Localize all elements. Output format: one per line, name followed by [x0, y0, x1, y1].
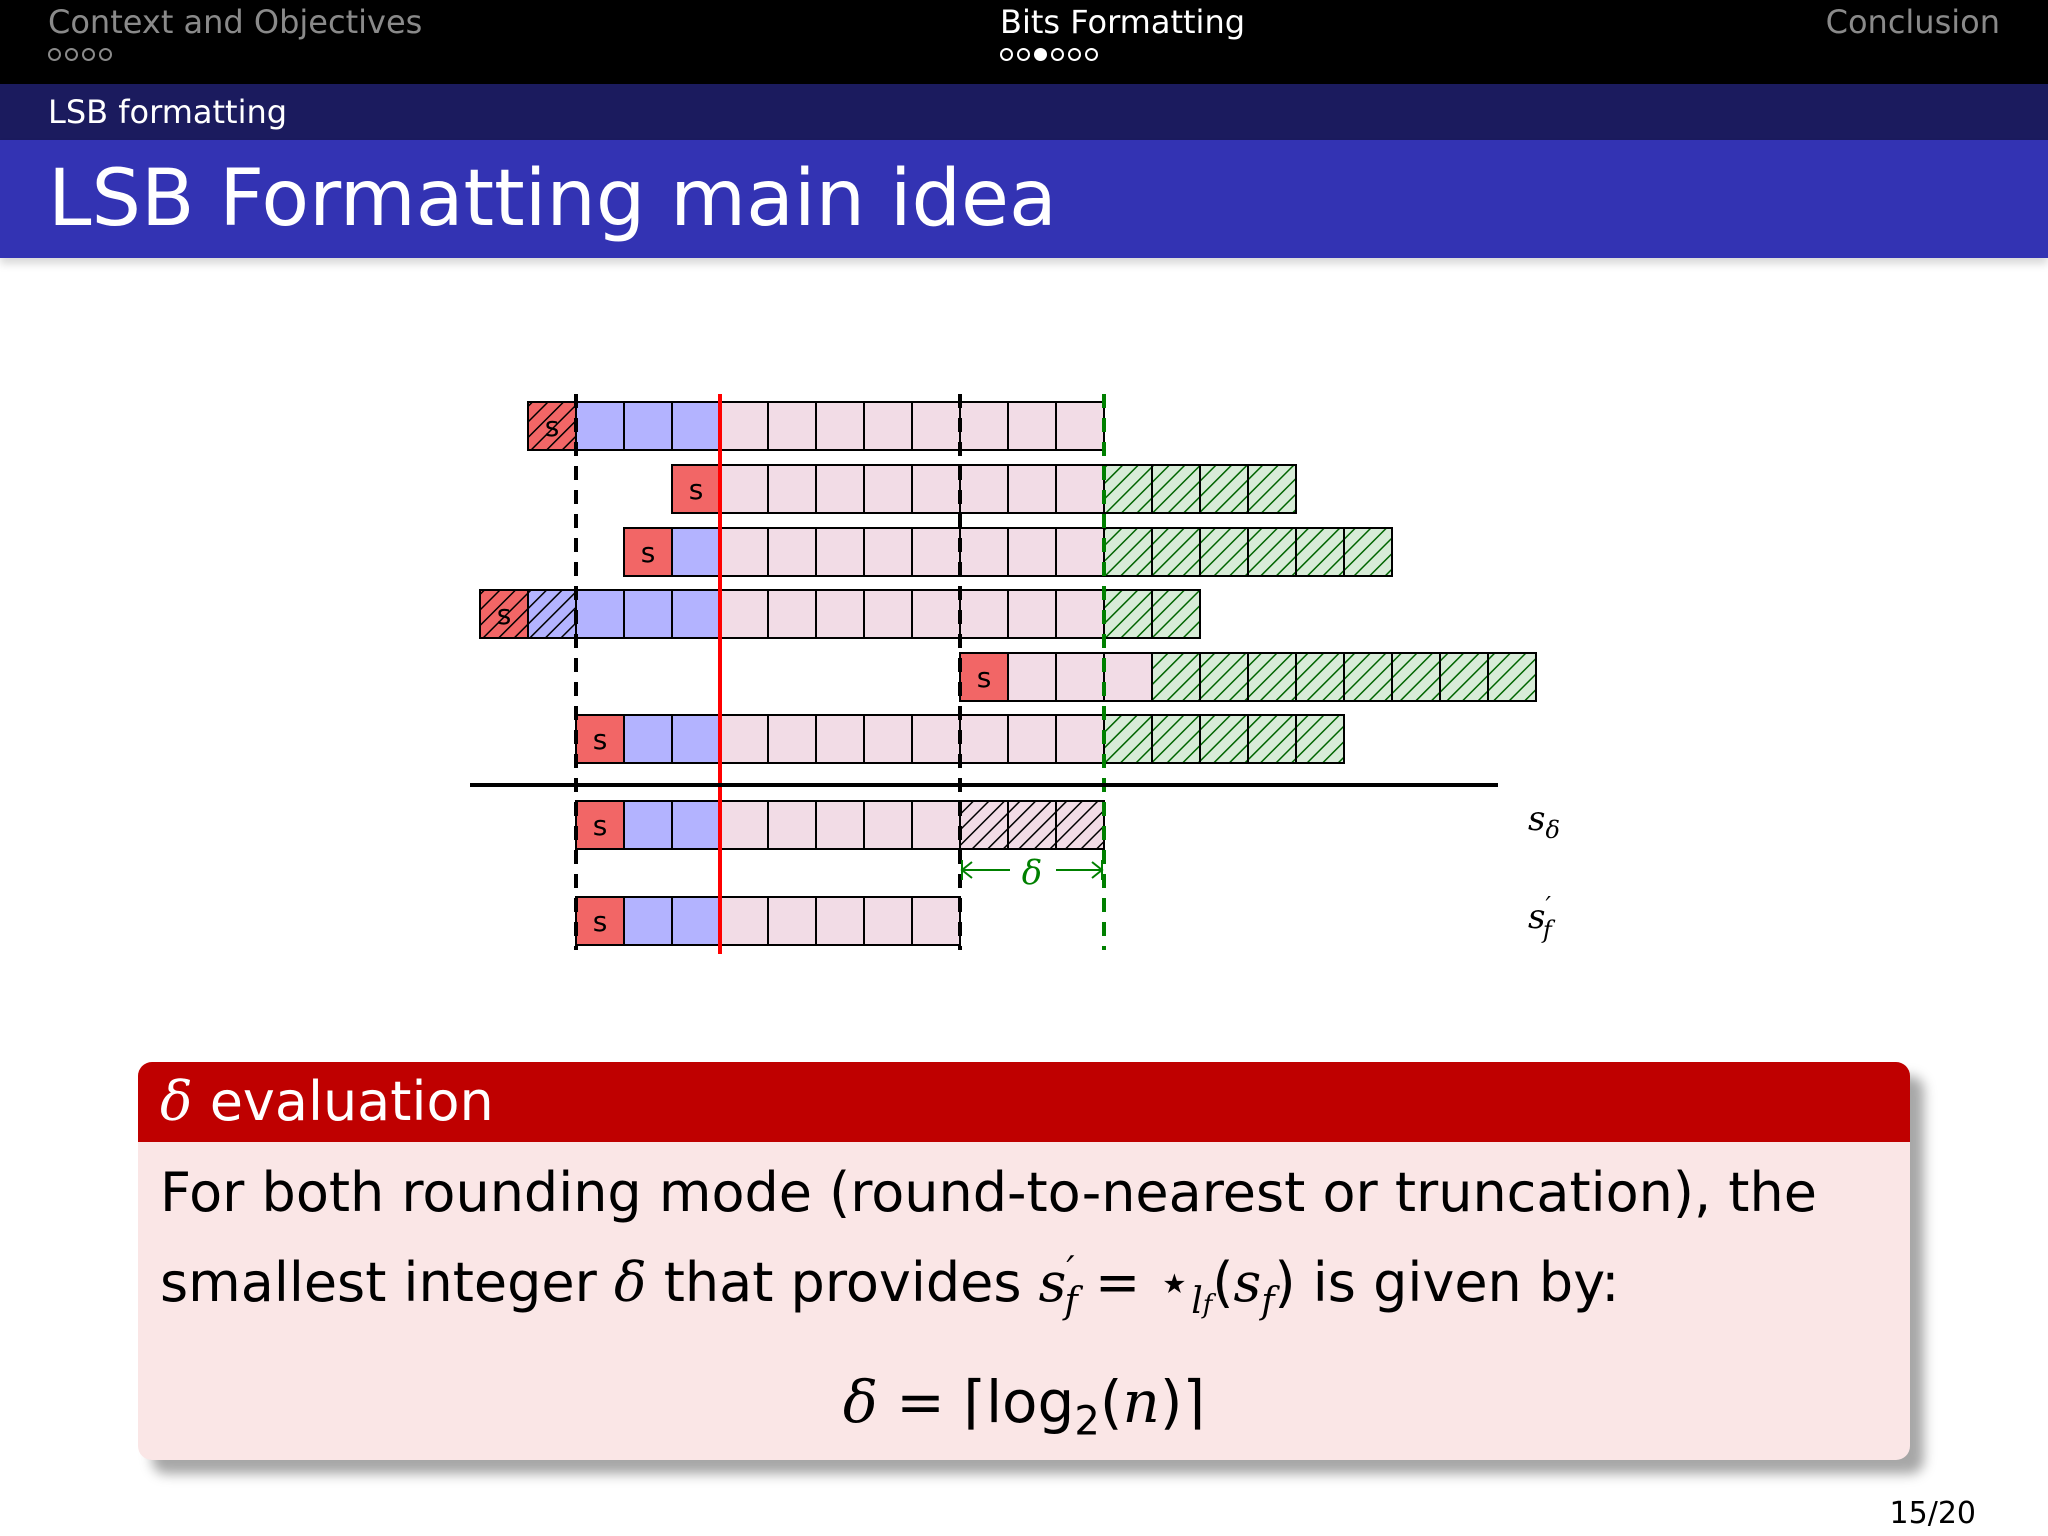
bit-cell — [1104, 590, 1152, 638]
bit-cell — [1008, 653, 1056, 701]
bit-cell — [576, 402, 624, 450]
block-title-bar — [138, 1062, 1910, 1142]
block-body-text — [160, 1154, 1860, 1344]
bit-cell — [1200, 465, 1248, 513]
body-line-1: For both rounding mode (round-to-nearest or truncation), the — [160, 1161, 1817, 1224]
bit-cell — [1152, 715, 1200, 763]
formula-prime: ′ — [1066, 1250, 1075, 1291]
bit-cell — [624, 590, 672, 638]
s-f-prime-label: s′ f — [1528, 892, 1552, 944]
page-title: LSB Formatting main idea — [48, 154, 1057, 244]
nav-label-conclusion[interactable]: Conclusion — [1825, 3, 2000, 41]
bit-cell — [720, 590, 768, 638]
bit-cell — [1008, 465, 1056, 513]
bit-cell — [960, 465, 1008, 513]
formula-eq-log: = ⌈log — [877, 1368, 1075, 1436]
bit-cell — [1152, 528, 1200, 576]
bit-cell — [960, 590, 1008, 638]
bit-cell — [816, 801, 864, 849]
bit-cell — [1056, 653, 1104, 701]
bit-cell — [720, 465, 768, 513]
block-title — [160, 1070, 494, 1134]
bit-cell — [1008, 590, 1056, 638]
body-text-part: that provides — [646, 1251, 1039, 1314]
bit-cell — [816, 402, 864, 450]
bit-cell — [1440, 653, 1488, 701]
bit-cell — [1056, 715, 1104, 763]
formula-var: s — [1038, 1251, 1067, 1314]
bit-cell — [720, 897, 768, 945]
bit-cell — [624, 897, 672, 945]
bit-cell — [768, 590, 816, 638]
bit-cell — [1152, 653, 1200, 701]
bit-cell — [912, 465, 960, 513]
bit-cell — [1104, 653, 1152, 701]
bit-cell — [1248, 715, 1296, 763]
formula-arg: s — [1233, 1251, 1262, 1314]
bit-cell — [960, 801, 1008, 849]
formula-paren: ( — [1212, 1251, 1234, 1314]
nav-label-bits[interactable]: Bits Formatting — [1000, 3, 1246, 41]
bit-cell — [624, 801, 672, 849]
bit-cell — [1248, 465, 1296, 513]
bit-cell — [624, 715, 672, 763]
bit-cell — [1152, 465, 1200, 513]
bit-cell — [768, 715, 816, 763]
sign-label: s — [640, 536, 656, 569]
formula-arg-sub: f — [1261, 1280, 1275, 1322]
bit-cell — [1056, 590, 1104, 638]
formula-n: n — [1122, 1368, 1160, 1436]
bit-cells-layer — [480, 402, 1536, 945]
bit-cell — [720, 801, 768, 849]
bit-cell — [1296, 653, 1344, 701]
delta-evaluation-block — [138, 1062, 1910, 1460]
sign-label: s — [544, 410, 560, 443]
bit-cell — [1056, 801, 1104, 849]
bit-cell — [912, 897, 960, 945]
bit-cell — [816, 465, 864, 513]
bit-cell — [1200, 653, 1248, 701]
bit-cell — [1488, 653, 1536, 701]
formula-log-base: 2 — [1074, 1398, 1100, 1445]
bit-cell — [768, 402, 816, 450]
sign-label: s — [496, 598, 512, 631]
body-text-part: is given by: — [1295, 1251, 1620, 1314]
bit-cell — [672, 590, 720, 638]
delta-symbol: δ — [160, 1070, 193, 1133]
formula-paren-ceil: )⌉ — [1159, 1368, 1206, 1436]
formula-paren: ) — [1274, 1251, 1296, 1314]
bit-cell — [1152, 590, 1200, 638]
bit-cell — [864, 897, 912, 945]
bit-cell — [528, 590, 576, 638]
nav-label-context[interactable]: Context and Objectives — [48, 3, 423, 41]
bit-cell — [864, 465, 912, 513]
bit-cell — [816, 715, 864, 763]
bit-cell — [816, 528, 864, 576]
bit-cell — [864, 801, 912, 849]
bit-cell — [864, 402, 912, 450]
bit-cell — [672, 715, 720, 763]
bit-cell — [1104, 715, 1152, 763]
page-number: 15/20 — [1889, 1496, 1976, 1531]
bit-cell — [1392, 653, 1440, 701]
bit-cell — [720, 528, 768, 576]
bit-cell — [1008, 715, 1056, 763]
sign-label: s — [592, 905, 608, 938]
bit-cell — [1104, 465, 1152, 513]
bit-cell — [576, 590, 624, 638]
bit-cell — [1344, 653, 1392, 701]
bit-cell — [1008, 402, 1056, 450]
bit-cell — [768, 801, 816, 849]
sign-label: s — [592, 809, 608, 842]
bit-cell — [912, 590, 960, 638]
bit-cell — [960, 715, 1008, 763]
bit-cell — [1296, 715, 1344, 763]
delta-formula — [138, 1362, 1910, 1460]
bit-cell — [912, 801, 960, 849]
bit-cell — [960, 528, 1008, 576]
sign-label: s — [592, 723, 608, 756]
bit-cell — [1104, 528, 1152, 576]
block-title-text: evaluation — [209, 1070, 494, 1133]
bit-cell — [1008, 801, 1056, 849]
delta-label: δ — [1021, 853, 1043, 893]
bit-cell — [816, 590, 864, 638]
bit-cell — [768, 528, 816, 576]
bit-cell — [672, 897, 720, 945]
bit-cell — [864, 528, 912, 576]
body-line-2 — [160, 1232, 1860, 1344]
bit-cell — [768, 465, 816, 513]
bit-cell — [1344, 528, 1392, 576]
bit-cell — [960, 402, 1008, 450]
delta-symbol: δ — [614, 1251, 647, 1314]
bit-cell — [624, 402, 672, 450]
bit-cell — [768, 897, 816, 945]
body-text-part: smallest integer — [160, 1251, 615, 1314]
formula-paren: ( — [1099, 1368, 1123, 1436]
bit-cell — [912, 528, 960, 576]
bit-cell — [912, 402, 960, 450]
sign-label: s — [688, 473, 704, 506]
subsection-title: LSB formatting — [48, 93, 288, 131]
bit-cell — [1296, 528, 1344, 576]
bit-cell — [1248, 528, 1296, 576]
formula-lf-sub: f — [1202, 1289, 1213, 1320]
sign-label: s — [976, 661, 992, 694]
bit-cell — [1200, 528, 1248, 576]
s-delta-label: $s_\delta$ — [1528, 799, 1560, 844]
bit-cell — [864, 715, 912, 763]
formula-sub: f — [1064, 1280, 1078, 1322]
bit-cell — [1008, 528, 1056, 576]
bit-cell — [864, 590, 912, 638]
bit-cell — [720, 402, 768, 450]
bit-cell — [672, 402, 720, 450]
bit-cell — [816, 897, 864, 945]
formula-lf: l — [1191, 1280, 1203, 1322]
bit-cell — [1248, 653, 1296, 701]
bit-cell — [1056, 528, 1104, 576]
bit-cell — [672, 528, 720, 576]
formula-eq: = ⋆ — [1077, 1251, 1192, 1314]
bit-cell — [720, 715, 768, 763]
bit-cell — [1200, 715, 1248, 763]
bit-cell — [912, 715, 960, 763]
bit-cell — [1056, 402, 1104, 450]
bit-cell — [1056, 465, 1104, 513]
formula-delta: δ — [842, 1368, 878, 1436]
bit-cell — [672, 801, 720, 849]
